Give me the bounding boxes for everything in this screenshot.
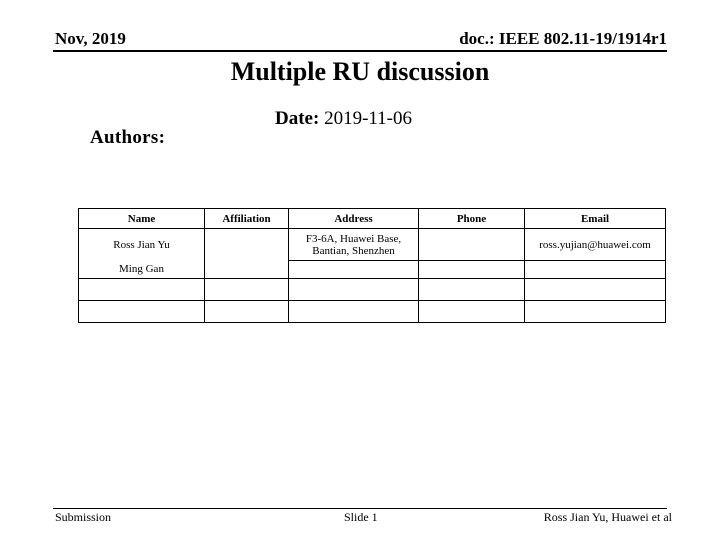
cell-phone (419, 261, 525, 279)
cell-name (79, 279, 205, 301)
footer-divider (53, 508, 667, 509)
cell-address: F3-6A, Huawei Base, Bantian, Shenzhen (289, 229, 419, 261)
table-row (79, 279, 666, 301)
cell-phone (419, 229, 525, 261)
cell-email (525, 301, 666, 323)
cell-name: Ming Gan (79, 261, 205, 279)
slide-title: Multiple RU discussion (230, 57, 490, 86)
table-row (79, 261, 666, 279)
cell-address (289, 261, 419, 279)
column-header-address: Address (289, 209, 419, 229)
authors-heading: Authors: (90, 127, 166, 148)
header-divider (53, 50, 667, 52)
date-value: 2019-11-06 (324, 108, 413, 129)
table-row (79, 301, 666, 323)
footer-submission: Submission (55, 510, 112, 524)
column-header-affiliation: Affiliation (205, 209, 289, 229)
cell-email: ross.yujian@huawei.com (525, 229, 666, 261)
authors-table (78, 208, 666, 323)
date-label: Date: (275, 108, 320, 129)
column-header-email: Email (525, 209, 666, 229)
cell-name: Ross Jian Yu (79, 229, 205, 261)
cell-affiliation (205, 229, 289, 279)
table-header-row (79, 209, 666, 229)
header-date: Nov, 2019 (55, 29, 126, 48)
cell-email (525, 279, 666, 301)
header-doc-id: doc.: IEEE 802.11-19/1914r1 (459, 29, 667, 48)
cell-name (79, 301, 205, 323)
table-row (79, 229, 666, 261)
date-line (275, 108, 412, 130)
footer-author: Ross Jian Yu, Huawei et al (543, 510, 672, 524)
cell-address (289, 301, 419, 323)
cell-address (289, 279, 419, 301)
column-header-name: Name (79, 209, 205, 229)
cell-affiliation (205, 279, 289, 301)
cell-email (525, 261, 666, 279)
cell-phone (419, 301, 525, 323)
column-header-phone: Phone (419, 209, 525, 229)
footer-slide-number: Slide 1 (344, 510, 378, 524)
cell-phone (419, 279, 525, 301)
cell-affiliation (205, 301, 289, 323)
